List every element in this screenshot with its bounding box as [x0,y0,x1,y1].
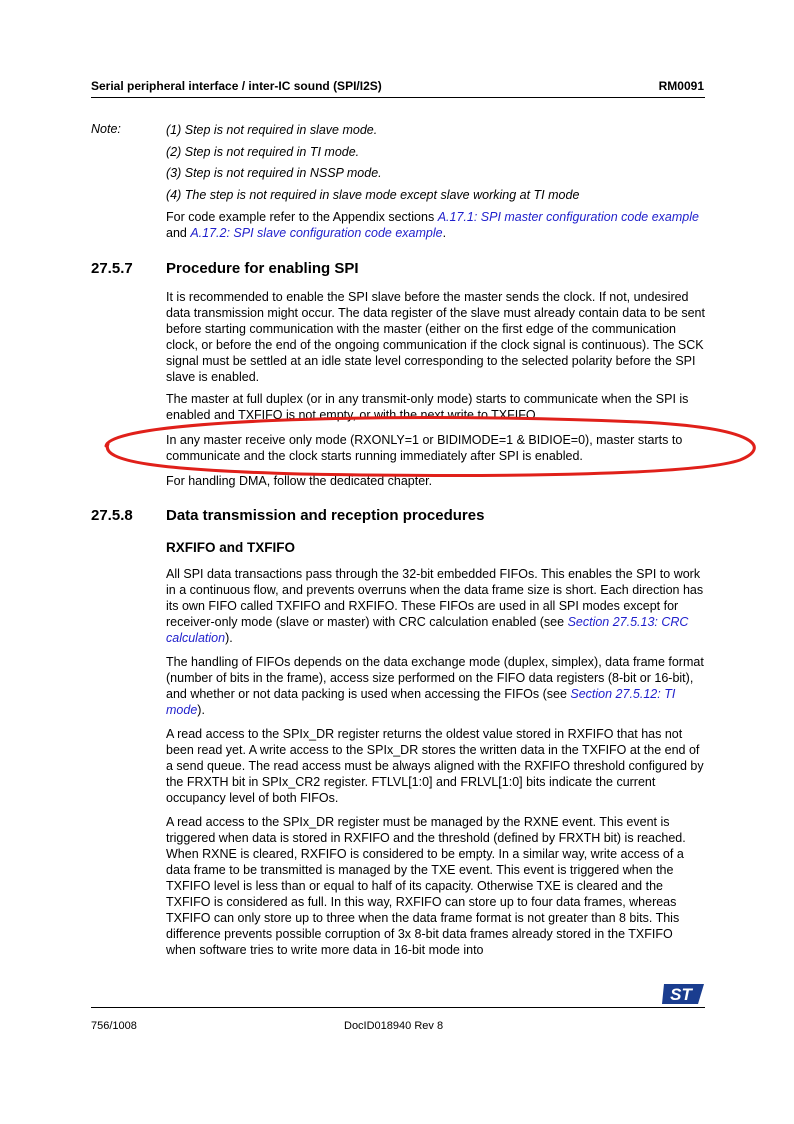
page-header-doc-code: RM0091 [658,79,704,93]
paragraph-enable-slave-first: It is recommended to enable the SPI slave before the master sends the clock. If not, undesired data transmission might occur. The data register of the slave must already contain data to be sent before starting communication with the master (either on the first edge of the communication clock, or before the end of the ongoing communication if the clock signal is continuous). The SCK signal must be settled at an idle state level corresponding to the selected polarity before the SPI slave is enabled. [166,290,705,384]
paragraph-master-receive-only: In any master receive only mode (RXONLY=1 or BIDIMODE=1 & BIDIOE=0), master starts to communicate and the clock starts running immediately after SPI is enabled. [166,433,683,463]
section-number-2758: 27.5.8 [91,507,133,524]
link-ti-mode[interactable]: Section 27.5.12: TI mode [166,687,676,717]
note-label: Note: [91,122,121,136]
fifo-handling-suffix: ). [197,703,205,717]
link-spi-master-code-example[interactable]: A.17.1: SPI master configuration code example [437,209,699,224]
st-logo-icon [662,984,704,1004]
note-item: (4) The step is not required in slave mode except slave working at TI mode [166,187,580,202]
code-example-paragraph [166,209,706,241]
code-example-suffix: . [442,225,447,240]
paragraph-master-full-duplex: The master at full duplex (or in any transmit-only mode) starts to communicate when the SPI is enabled and TXFIFO is not empty, or with the next write to TXFIFO. [166,392,689,422]
paragraph-rxne-txe-events: A read access to the SPIx_DR register must be managed by the RXNE event. This event is triggered when data is stored in RXFIFO and the threshold (defined by FRXTH bit) is reached. When RXNE is cleared, RXFIFO is considered to be empty. In a similar way, write access of a data frame to be transmitted is managed by the TXE event. This event is triggered when the TXFIFO level is less than or equal to half of its capacity. Otherwise TXE is cleared and the TXFIFO is considered as full. In this way, RXFIFO can store up to four data frames, whereas TXFIFO can only store up to three when the data frame format is not greater than 8 bits. This difference prevents possible corruption of 3x 8-bit data frames already stored in the TXFIFO when software tries to write more data in 16-bit mode into [166,815,686,957]
footer-page-number: 756/1008 [91,1020,137,1032]
fifo-overview-suffix: ). [225,631,233,645]
header-rule [91,97,705,98]
link-spi-slave-code-example[interactable]: A.17.2: SPI slave configuration code example [190,225,443,240]
footer-rule [91,1007,705,1008]
section-number-2757: 27.5.7 [91,260,133,277]
note-item: (3) Step is not required in NSSP mode. [166,166,382,180]
section-title-2757: Procedure for enabling SPI [166,260,359,277]
paragraph-fifo-overview [166,566,706,646]
svg-text:ST: ST [670,985,692,1004]
note-item: (2) Step is not required in TI mode. [166,144,360,159]
fifo-handling-text: The handling of FIFOs depends on the data exchange mode (duplex, simplex), data frame format (number of bits in the frame), access size performed on the FIFO data registers (8-bit or 16-bit), and whether or not data packing is used when accessing the FIFOs (see [166,655,704,701]
paragraph-dma-handling: For handling DMA, follow the dedicated chapter. [166,474,433,488]
paragraph-read-write-access: A read access to the SPIx_DR register returns the oldest value stored in RXFIFO that has not been read yet. A write access to the SPIx_DR stores the written data in the TXFIFO at the end of a send queue. The read access must be always aligned with the RXFIFO threshold configured by the FRXTH bit in SPIx_CR2 register. FTLVL[1:0] and FRLVL[1:0] bits indicate the current occupancy level of both FIFOs. [166,727,704,805]
fifo-overview-text: All SPI data transactions pass through the 32-bit embedded FIFOs. This enables the SPI to work in a continuous flow, and prevents overruns when the data frame size is short. Each direction has its own FIFO called TXFIFO and RXFIFO. These FIFOs are used in all SPI modes except for receiver-only mode (slave or master) with CRC calculation enabled (see [166,567,704,629]
code-example-middle: and [166,225,191,240]
code-example-prefix: For code example refer to the Appendix sections [166,209,438,224]
section-title-2758: Data transmission and reception procedures [166,507,485,524]
link-crc-calculation[interactable]: Section 27.5.13: CRC calculation [166,615,689,645]
subsection-title-fifos: RXFIFO and TXFIFO [166,540,295,555]
note-list [166,122,706,241]
paragraph-fifo-handling [166,654,706,718]
note-item: (1) Step is not required in slave mode. [166,123,378,137]
footer-doc-id: DocID018940 Rev 8 [344,1020,444,1032]
page-header-title: Serial peripheral interface / inter-IC sound (SPI/I2S) [91,79,382,93]
